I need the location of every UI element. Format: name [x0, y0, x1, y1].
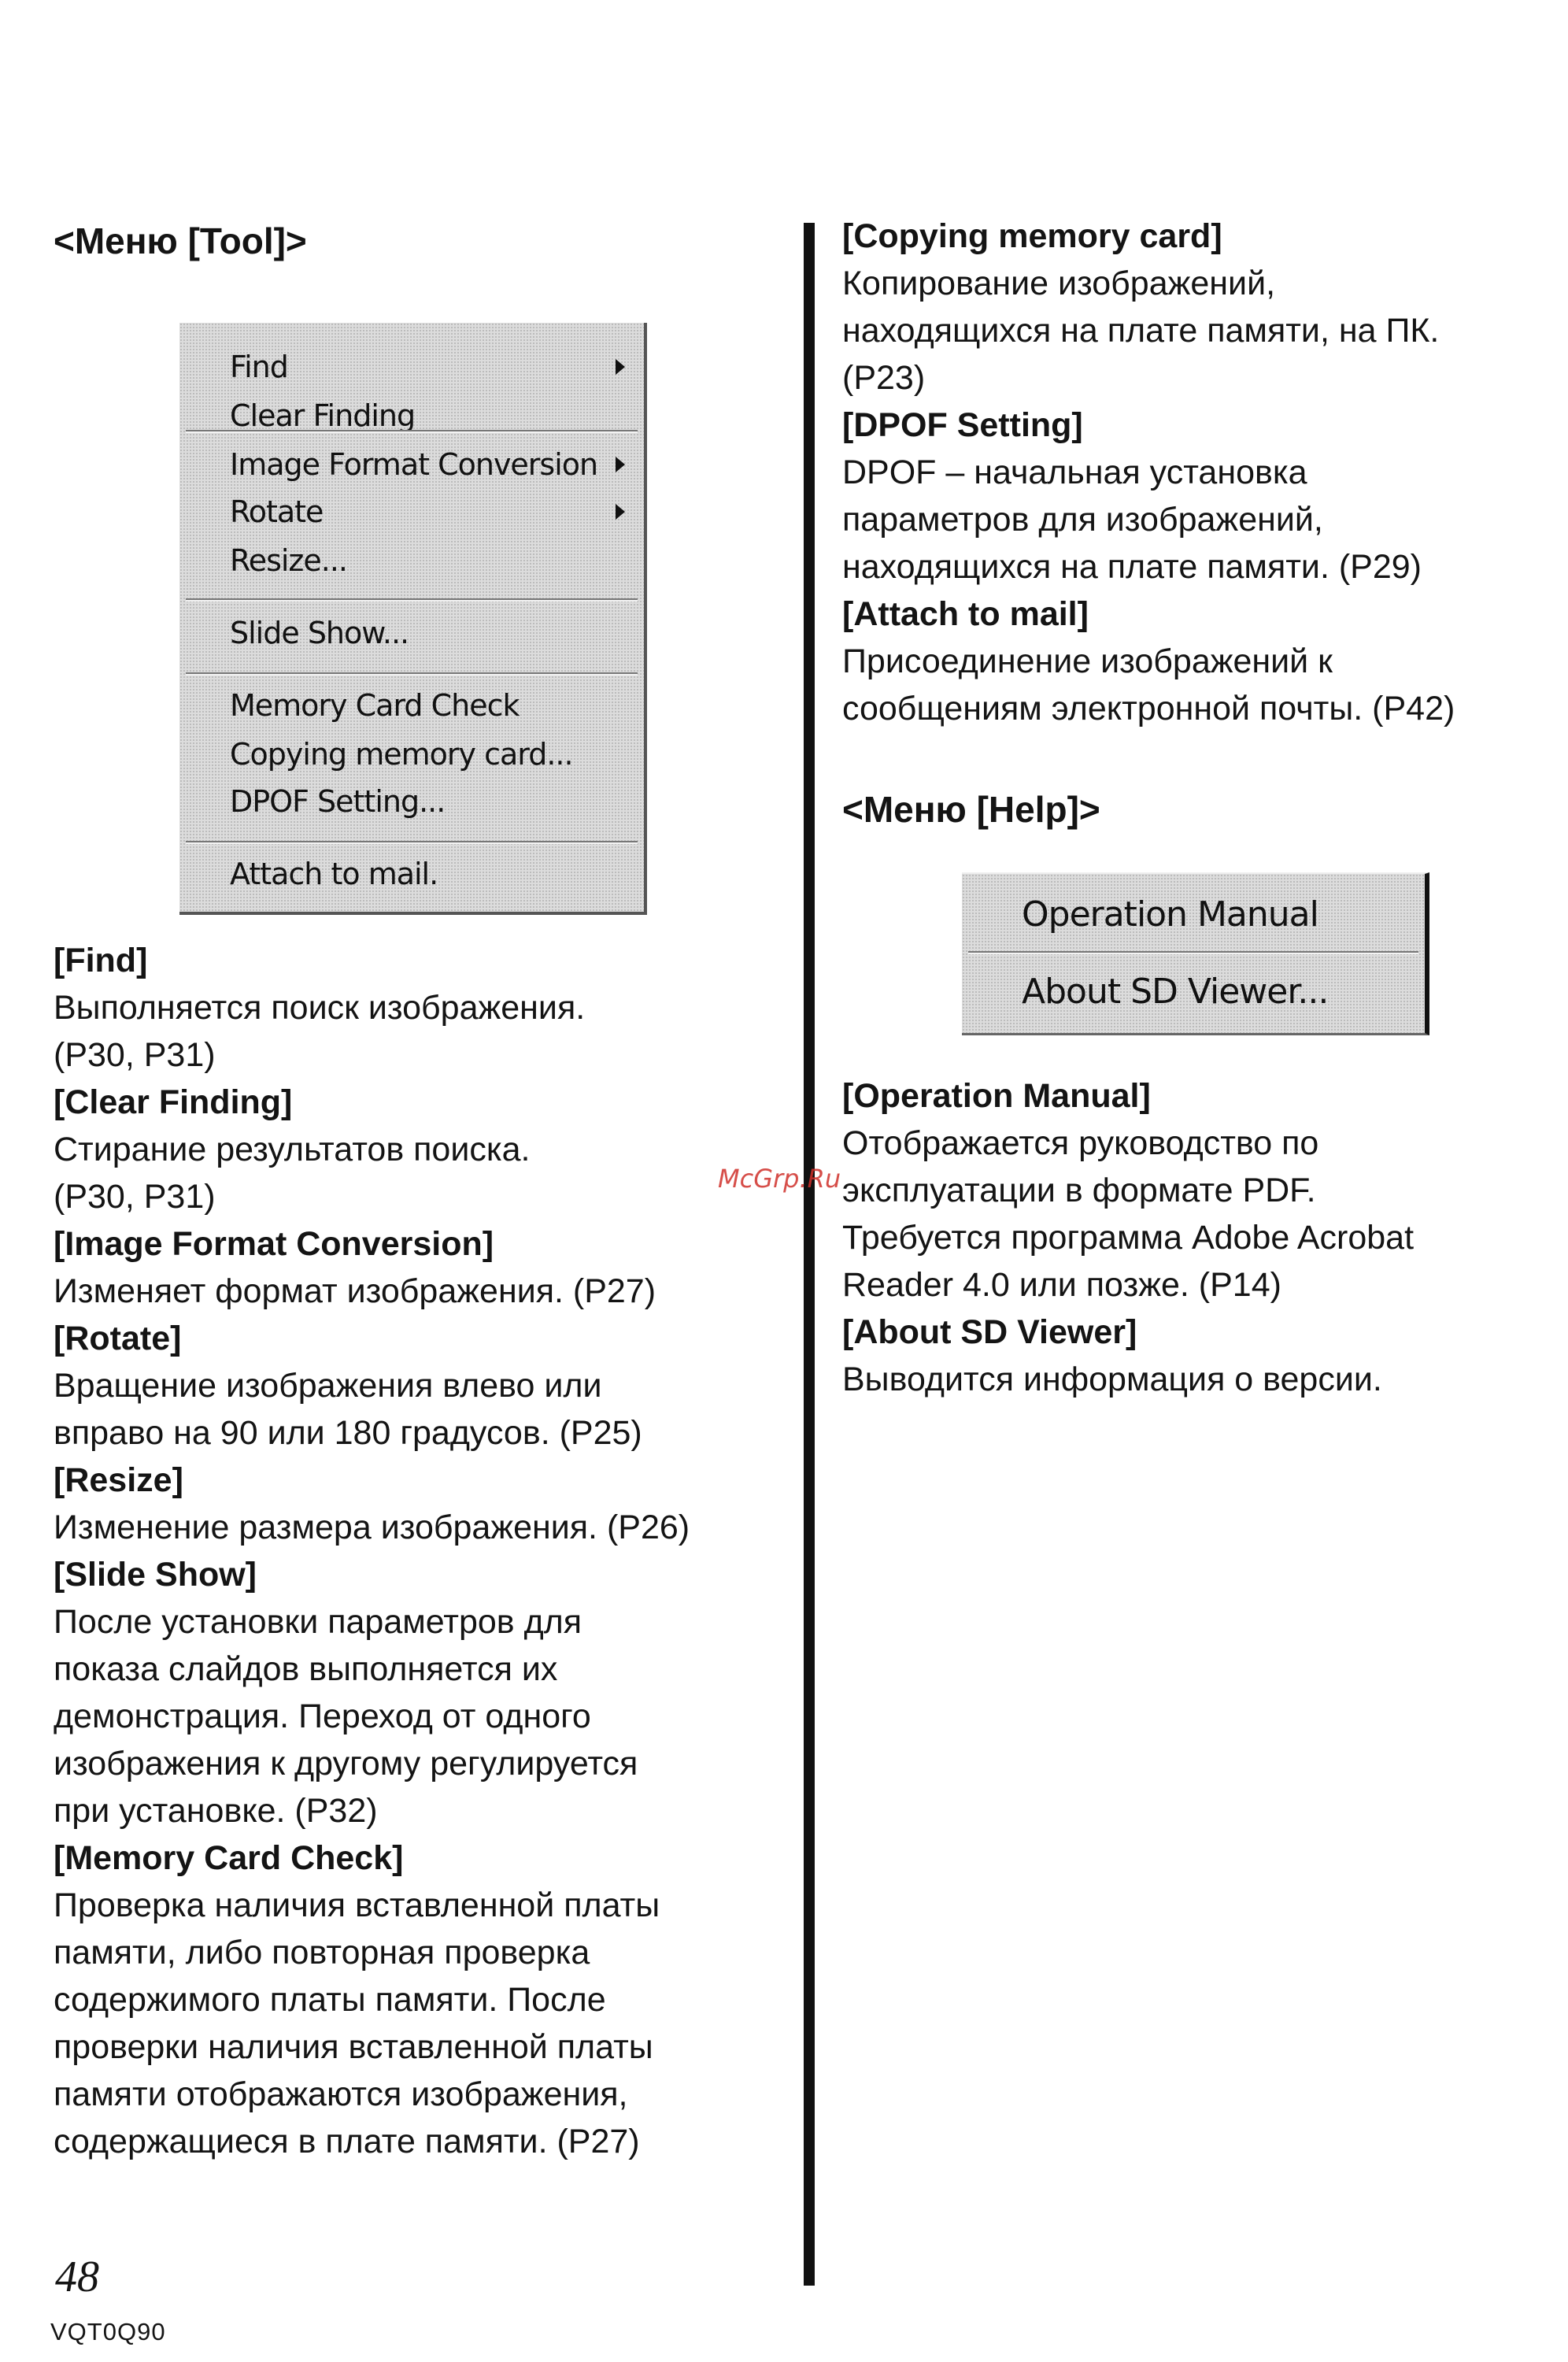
menu-item-label: Memory Card Check — [230, 688, 520, 723]
item-text: После установки параметров для показа слайдов выполняется их демонстрация. Переход от одного изображения к другому регулируется при установке. (P32) — [54, 1603, 638, 1830]
menu-item-find[interactable] — [230, 343, 628, 391]
page-number: 48 — [55, 2253, 99, 2301]
menu-item-dpof-setting[interactable] — [230, 778, 628, 825]
item-image-format-conversion — [54, 1220, 793, 1315]
menu-item-copying-memory-card[interactable] — [230, 731, 628, 778]
item-memory-card-check — [54, 1834, 793, 2165]
menu-separator — [186, 841, 638, 844]
document-code: VQT0Q90 — [50, 2318, 166, 2345]
item-title: [Find] — [54, 942, 148, 979]
item-title: [About SD Viewer] — [842, 1313, 1137, 1351]
item-text: Выполняется поиск изображения. (P30, P31) — [54, 989, 586, 1074]
item-title: [Memory Card Check] — [54, 1839, 404, 1877]
item-copying-memory-card — [842, 213, 1551, 402]
menu-item-label: Image Format Conversion — [230, 447, 598, 482]
item-title: [Image Format Conversion] — [54, 1225, 494, 1263]
submenu-arrow-icon — [616, 457, 625, 472]
menu-item-attach-to-mail[interactable] — [230, 850, 628, 898]
item-title: [Rotate] — [54, 1320, 182, 1357]
menu-item-label: Slide Show... — [230, 616, 409, 650]
menu-separator — [968, 951, 1418, 954]
menu-item-resize[interactable] — [230, 537, 628, 584]
item-text: DPOF – начальная установка параметров для изображений, находящихся на плате памяти. (P29) — [842, 454, 1422, 586]
item-clear-finding — [54, 1079, 793, 1220]
menu-item-image-format-conversion[interactable] — [230, 441, 628, 488]
menu-separator — [186, 430, 638, 433]
item-text: Изменение размера изображения. (P26) — [54, 1509, 690, 1546]
item-title: [Copying memory card] — [842, 217, 1222, 255]
help-menu — [962, 872, 1429, 1035]
item-operation-manual — [842, 1072, 1551, 1309]
item-text: Стирание результатов поиска. (P30, P31) — [54, 1131, 531, 1216]
tool-menu-heading: <Меню [Tool]> — [54, 220, 307, 261]
menu-item-label: Clear Finding — [230, 398, 416, 433]
menu-item-operation-manual[interactable] — [1022, 883, 1393, 946]
item-text: Присоединение изображений к сообщениям электронной почты. (P42) — [842, 642, 1455, 727]
item-text: Копирование изображений, находящихся на плате памяти, на ПК. (P23) — [842, 265, 1440, 397]
item-text: Вращение изображения влево или вправо на 90 или 180 градусов. (P25) — [54, 1367, 642, 1452]
item-dpof-setting — [842, 402, 1551, 590]
item-title: [Slide Show] — [54, 1556, 257, 1594]
item-title: [Operation Manual] — [842, 1077, 1151, 1115]
item-title: [Clear Finding] — [54, 1083, 293, 1121]
item-resize — [54, 1457, 793, 1551]
item-text: Проверка наличия вставленной платы памяти, либо повторная проверка содержимого платы памяти. После проверки наличия вставленной платы памяти отображаются изображения, содержащиеся в плате памяти. (P27) — [54, 1886, 660, 2160]
menu-item-about-sd-viewer[interactable] — [1022, 961, 1393, 1024]
menu-item-label: Attach to mail. — [230, 857, 438, 891]
help-menu-heading: <Меню [Help]> — [842, 789, 1100, 830]
item-text: Отображается руководство по эксплуатации в формате PDF. Требуется программа Adobe Acrobat Reader 4.0 или позже. (P14) — [842, 1124, 1415, 1304]
menu-item-label: Operation Manual — [1022, 894, 1318, 935]
submenu-arrow-icon — [616, 359, 625, 375]
menu-item-label: About SD Viewer... — [1022, 972, 1329, 1012]
item-text: Изменяет формат изображения. (P27) — [54, 1272, 656, 1310]
menu-item-label: Rotate — [230, 494, 324, 529]
menu-separator — [186, 672, 638, 676]
tool-menu — [179, 323, 647, 915]
item-about-sd-viewer — [842, 1309, 1551, 1403]
item-rotate — [54, 1315, 793, 1457]
item-find — [54, 937, 793, 1079]
menu-item-label: DPOF Setting... — [230, 784, 446, 819]
item-title: [DPOF Setting] — [842, 406, 1083, 444]
item-title: [Resize] — [54, 1461, 183, 1499]
item-attach-to-mail — [842, 590, 1551, 732]
menu-item-memory-card-check[interactable] — [230, 682, 628, 729]
item-slide-show — [54, 1551, 793, 1834]
item-text: Выводится информация о версии. — [842, 1361, 1382, 1398]
menu-item-label: Copying memory card... — [230, 737, 573, 772]
submenu-arrow-icon — [616, 504, 625, 520]
menu-separator — [186, 598, 638, 602]
menu-item-rotate[interactable] — [230, 488, 628, 535]
watermark: McGrp.Ru — [718, 1164, 841, 1194]
item-title: [Attach to mail] — [842, 595, 1089, 633]
menu-item-slide-show[interactable] — [230, 609, 628, 657]
column-divider — [804, 223, 815, 2286]
menu-item-label: Resize... — [230, 543, 347, 578]
menu-item-label: Find — [230, 350, 288, 384]
